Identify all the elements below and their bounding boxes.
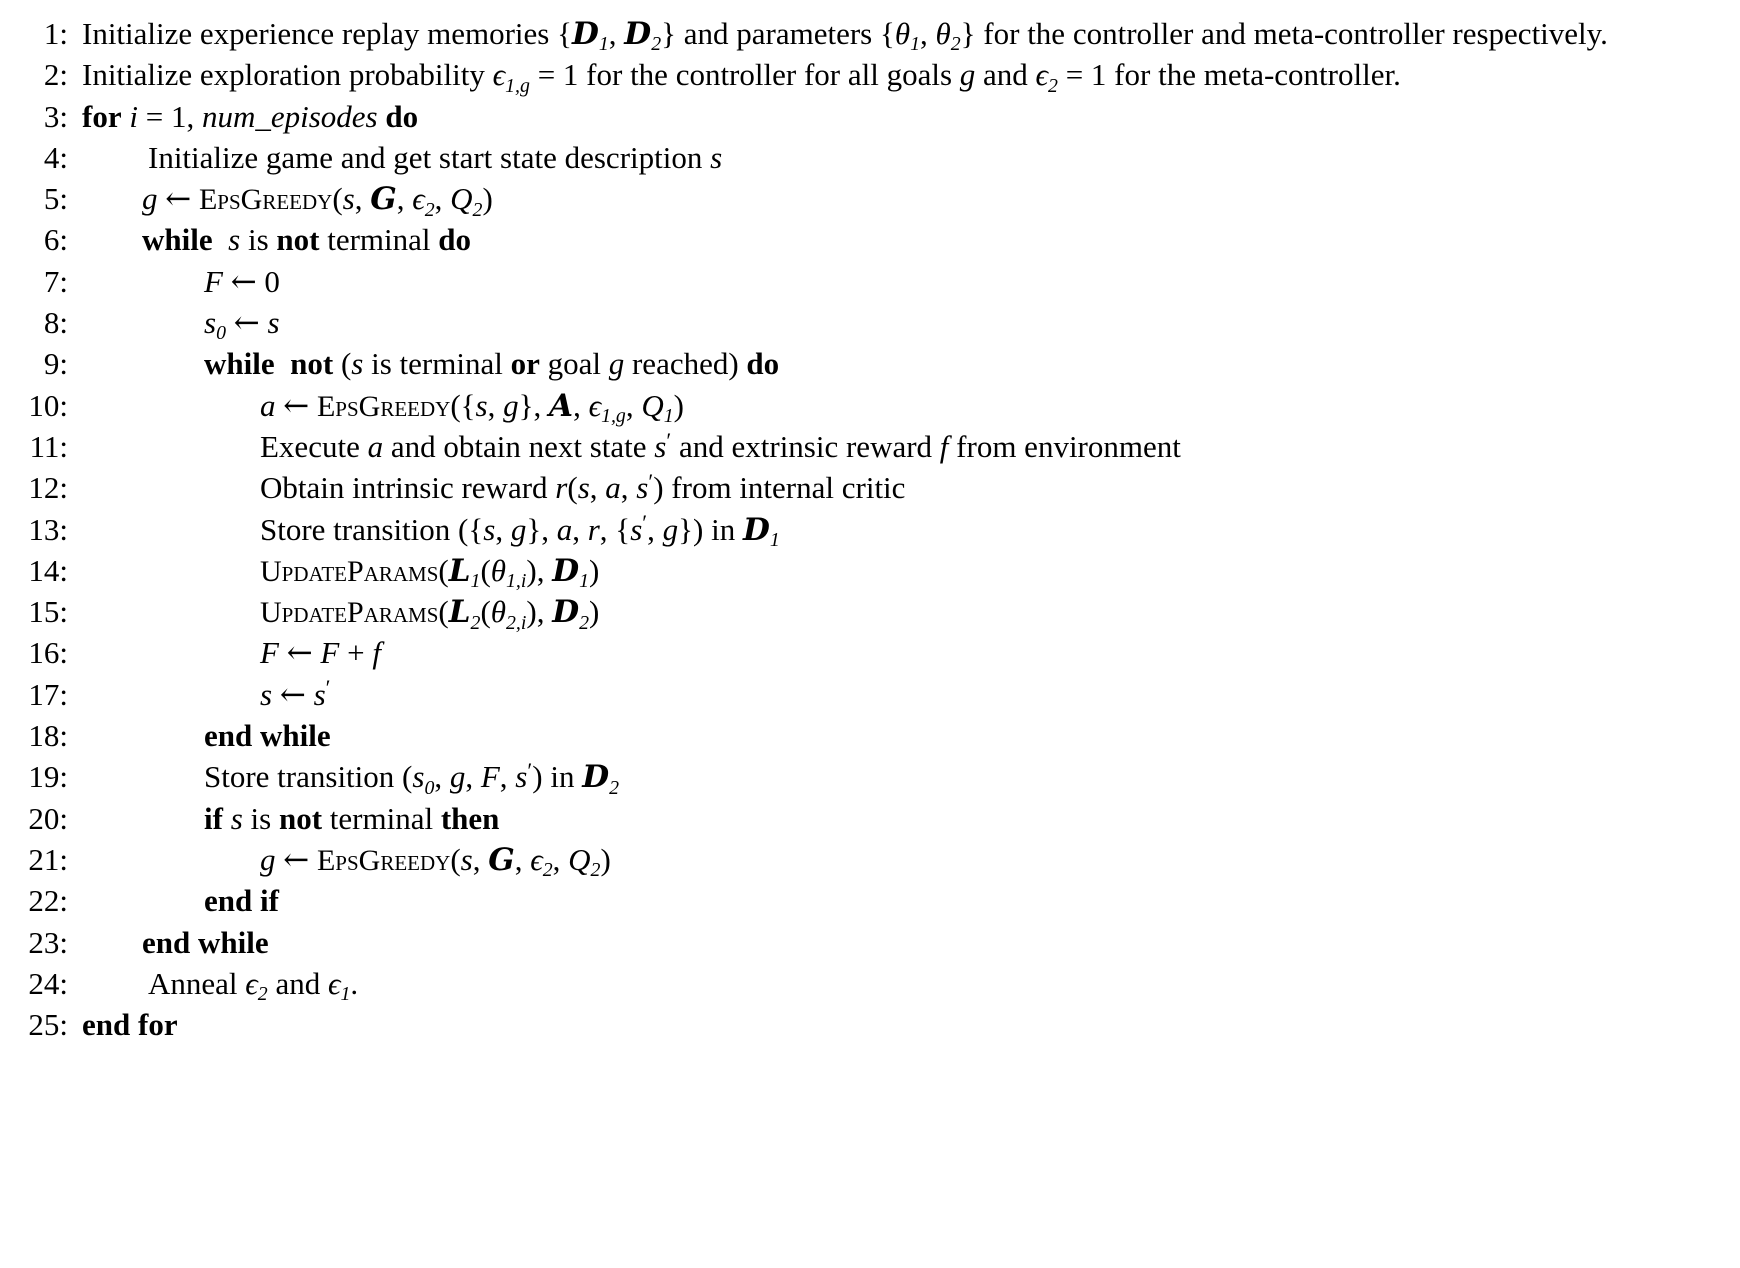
algorithm-line: [18, 716, 1722, 756]
algorithm-line: [18, 510, 1722, 550]
line-number: 23:: [28, 924, 68, 960]
algorithm-line: [18, 964, 1722, 1004]
algorithm-line: [18, 179, 1722, 219]
line-content: s ← s′: [260, 675, 331, 713]
algorithm-line: [18, 675, 1722, 715]
line-content: while not (s is terminal or goal g reached) do: [204, 346, 780, 382]
line-content: Store transition ($s_0$, g, F, s′) in $D_2$: [204, 757, 620, 799]
line-number: 13:: [28, 511, 68, 547]
algorithm-line: [18, 551, 1722, 591]
line-number: 10:: [28, 387, 68, 423]
line-number: 21:: [28, 841, 68, 877]
line-content: end for: [82, 1007, 178, 1043]
line-content: F ← 0: [204, 263, 280, 300]
algorithm-line: [18, 468, 1722, 508]
algorithm-line: [18, 799, 1722, 839]
line-number: 11:: [29, 428, 68, 464]
line-number: 8:: [43, 305, 68, 341]
line-number: 18:: [28, 718, 68, 754]
line-content: end while: [142, 924, 269, 960]
line-content: end while: [204, 718, 331, 754]
line-number: 9:: [43, 346, 68, 382]
algorithm-line: [18, 757, 1722, 797]
line-number: 2:: [43, 57, 68, 93]
line-number: 15:: [28, 594, 68, 630]
algorithm-line: [18, 1005, 1722, 1045]
line-number: 24:: [28, 965, 68, 1001]
algorithm-line: [18, 262, 1722, 302]
line-number: 17:: [28, 676, 68, 712]
line-number: 25:: [28, 1007, 68, 1043]
line-content: for i = 1, num_episodes do: [82, 98, 419, 134]
line-content: Execute a and obtain next state s′ and extrinsic reward f from environment: [260, 427, 1181, 464]
line-number: 19:: [28, 759, 68, 795]
line-content: while s is not terminal do: [142, 222, 472, 258]
line-number: 12:: [28, 470, 68, 506]
algorithm-line: [18, 592, 1722, 632]
line-content: end if: [204, 883, 279, 919]
algorithm-line: [18, 633, 1722, 673]
line-content: Store transition ({s, g}, a, r, {s′, g}) in $D_1$: [260, 510, 780, 551]
line-content: F ← F + f: [260, 635, 381, 672]
algorithm-line: [18, 386, 1722, 426]
algorithm-line: [18, 14, 1722, 54]
line-content: Obtain intrinsic reward r(s, a, s′) from internal critic: [260, 468, 906, 506]
line-content: Initialize game and get start state description s: [148, 139, 723, 175]
line-number: 3:: [43, 98, 68, 134]
line-content: Initialize experience replay memories {$D_1$, $D_2$} and parameters {$\theta_1$, $\theta_2$} for the controller and meta-controller respectively.: [82, 16, 1608, 56]
line-content: Anneal $\epsilon_2$ and $\epsilon_1$.: [148, 965, 359, 1006]
line-number: 7:: [43, 263, 68, 299]
line-number: 5:: [43, 181, 68, 217]
line-content: $UpdateParams(L_2(\theta_{2,i})$, $D_2$): [260, 594, 600, 634]
algorithm-line: [18, 220, 1722, 260]
line-number: 4:: [43, 139, 68, 175]
line-number: 14:: [28, 552, 68, 588]
line-number: 22:: [28, 883, 68, 919]
line-number: 20:: [28, 800, 68, 836]
line-content: g ← EpsGreedy(s, G, $\epsilon_2$, $Q_2$): [260, 841, 611, 882]
line-content: $UpdateParams(L_1(\theta_{1,i})$, $D_1$): [260, 552, 600, 593]
algorithm-line: [18, 344, 1722, 384]
line-number: 6:: [43, 222, 68, 258]
algorithm-line: [18, 427, 1722, 467]
line-content: $s_0$ ← s: [204, 305, 280, 345]
algorithm-line: [18, 303, 1722, 343]
algorithm-line: [18, 138, 1722, 178]
algorithm-line: [18, 55, 1722, 95]
algorithm-line: [18, 97, 1722, 137]
line-content: a ← EpsGreedy({s, g}, A, $\epsilon_{1,g}$, $Q_1$): [260, 387, 684, 428]
line-number: 1:: [43, 16, 68, 51]
algorithm-line: [18, 881, 1722, 921]
algorithm-line: [18, 840, 1722, 880]
algorithm-line: [18, 923, 1722, 963]
line-content: g ← EpsGreedy(s, G, $\epsilon_2$, $Q_2$): [142, 181, 493, 221]
line-number: 16:: [28, 635, 68, 671]
line-content: Initialize exploration probability $\epsilon_{1,g} = 1$ for the controller for all goals g and $\epsilon_2 = 1$ for the meta-controller.: [82, 57, 1401, 97]
line-content: if s is not terminal then: [204, 800, 500, 836]
